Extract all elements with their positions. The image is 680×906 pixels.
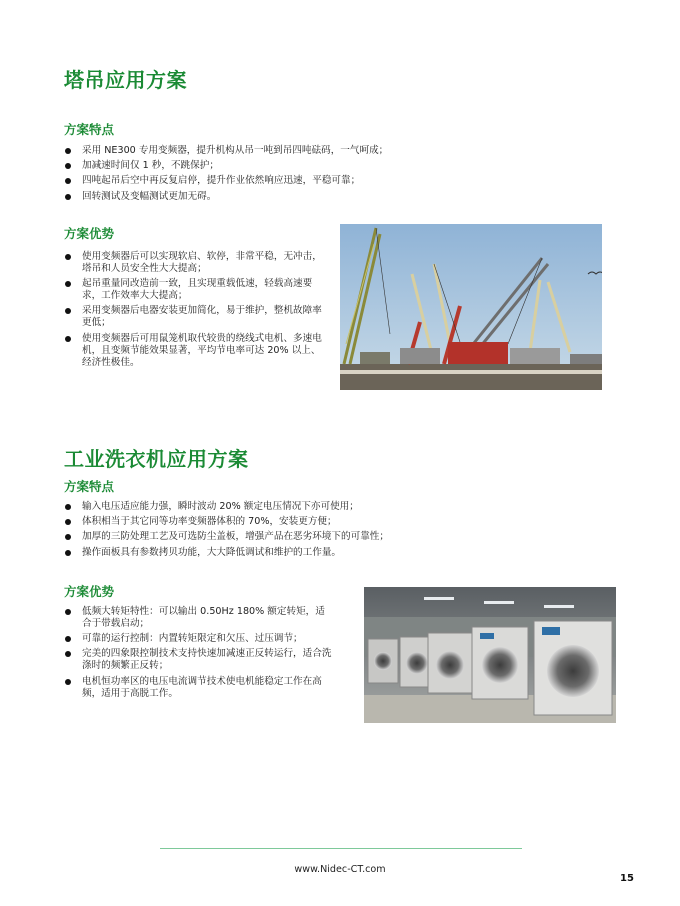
list-item: 操作面板具有参数拷贝功能，大大降低调试和维护的工作量。 [64,547,624,559]
washing-machine-photo [364,587,616,723]
list-item: 起吊重量同改造前一致，且实现重载低速，轻载高速要求，工作效率大大提高； [64,278,330,302]
features-heading: 方案特点 [64,479,115,494]
list-item: 输入电压适应能力强，瞬时波动 20% 额定电压情况下亦可使用； [64,501,624,513]
list-item: 可靠的运行控制：内置转矩限定和欠压、过压调节； [64,633,332,645]
features-list [64,501,624,562]
advantages-list [64,251,330,372]
advantages-heading: 方案优势 [64,226,115,241]
bullet-icon [65,679,71,685]
list-item: 完美的四象限控制技术支持快速加减速正反转运行，适合洗涤时的频繁正反转； [64,648,332,672]
section-title-washing-machine: 工业洗衣机应用方案 [64,447,249,471]
bullet-icon [65,163,71,169]
footer-website: www.Nidec-CT.com [294,864,386,875]
bullet-icon [65,534,71,540]
list-item: 回转测试及变幅测试更加无碍。 [64,191,624,203]
list-item: 加减速时间仅 1 秒，不跳保护； [64,160,624,172]
bullet-icon [65,550,71,556]
page-number: 15 [620,873,634,884]
bullet-icon [65,178,71,184]
section-title-tower-crane: 塔吊应用方案 [64,68,187,92]
bullet-icon [65,519,71,525]
features-list [64,145,624,206]
bullet-icon [65,651,71,657]
list-item: 采用变频器后电器安装更加简化，易于维护，整机故障率更低； [64,305,330,329]
advantages-list [64,606,332,703]
bullet-icon [65,609,71,615]
list-item: 体积相当于其它同等功率变频器体积的 70%，安装更方便； [64,516,624,528]
features-heading: 方案特点 [64,122,115,137]
bullet-icon [65,504,71,510]
bullet-icon [65,636,71,642]
list-item: 加厚的三防处理工艺及可选防尘盖板，增强产品在恶劣环境下的可靠性； [64,531,624,543]
footer-divider [160,848,522,849]
list-item: 使用变频器后可以实现软启、软停，非常平稳，无冲击，塔吊和人员安全性大大提高； [64,251,330,275]
list-item: 低频大转矩特性：可以输出 0.50Hz 180% 额定转矩，适合于带载启动； [64,606,332,630]
bullet-icon [65,281,71,287]
advantages-heading: 方案优势 [64,584,115,599]
bullet-icon [65,194,71,200]
list-item: 采用 NE300 专用变频器，提升机构从吊一吨到吊四吨砝码，一气呵成； [64,145,624,157]
bullet-icon [65,336,71,342]
list-item: 电机恒功率区的电压电流调节技术使电机能稳定工作在高频，适用于高脱工作。 [64,676,332,700]
bullet-icon [65,254,71,260]
bullet-icon [65,308,71,314]
bullet-icon [65,148,71,154]
list-item: 使用变频器后可用鼠笼机取代较贵的绕线式电机、多速电机，且变频节能效果显著，平均节电率可达 20% 以上、经济性极佳。 [64,333,330,369]
tower-crane-photo [340,224,602,390]
list-item: 四吨起吊后空中再反复启停，提升作业依然响应迅速，平稳可靠； [64,175,624,187]
